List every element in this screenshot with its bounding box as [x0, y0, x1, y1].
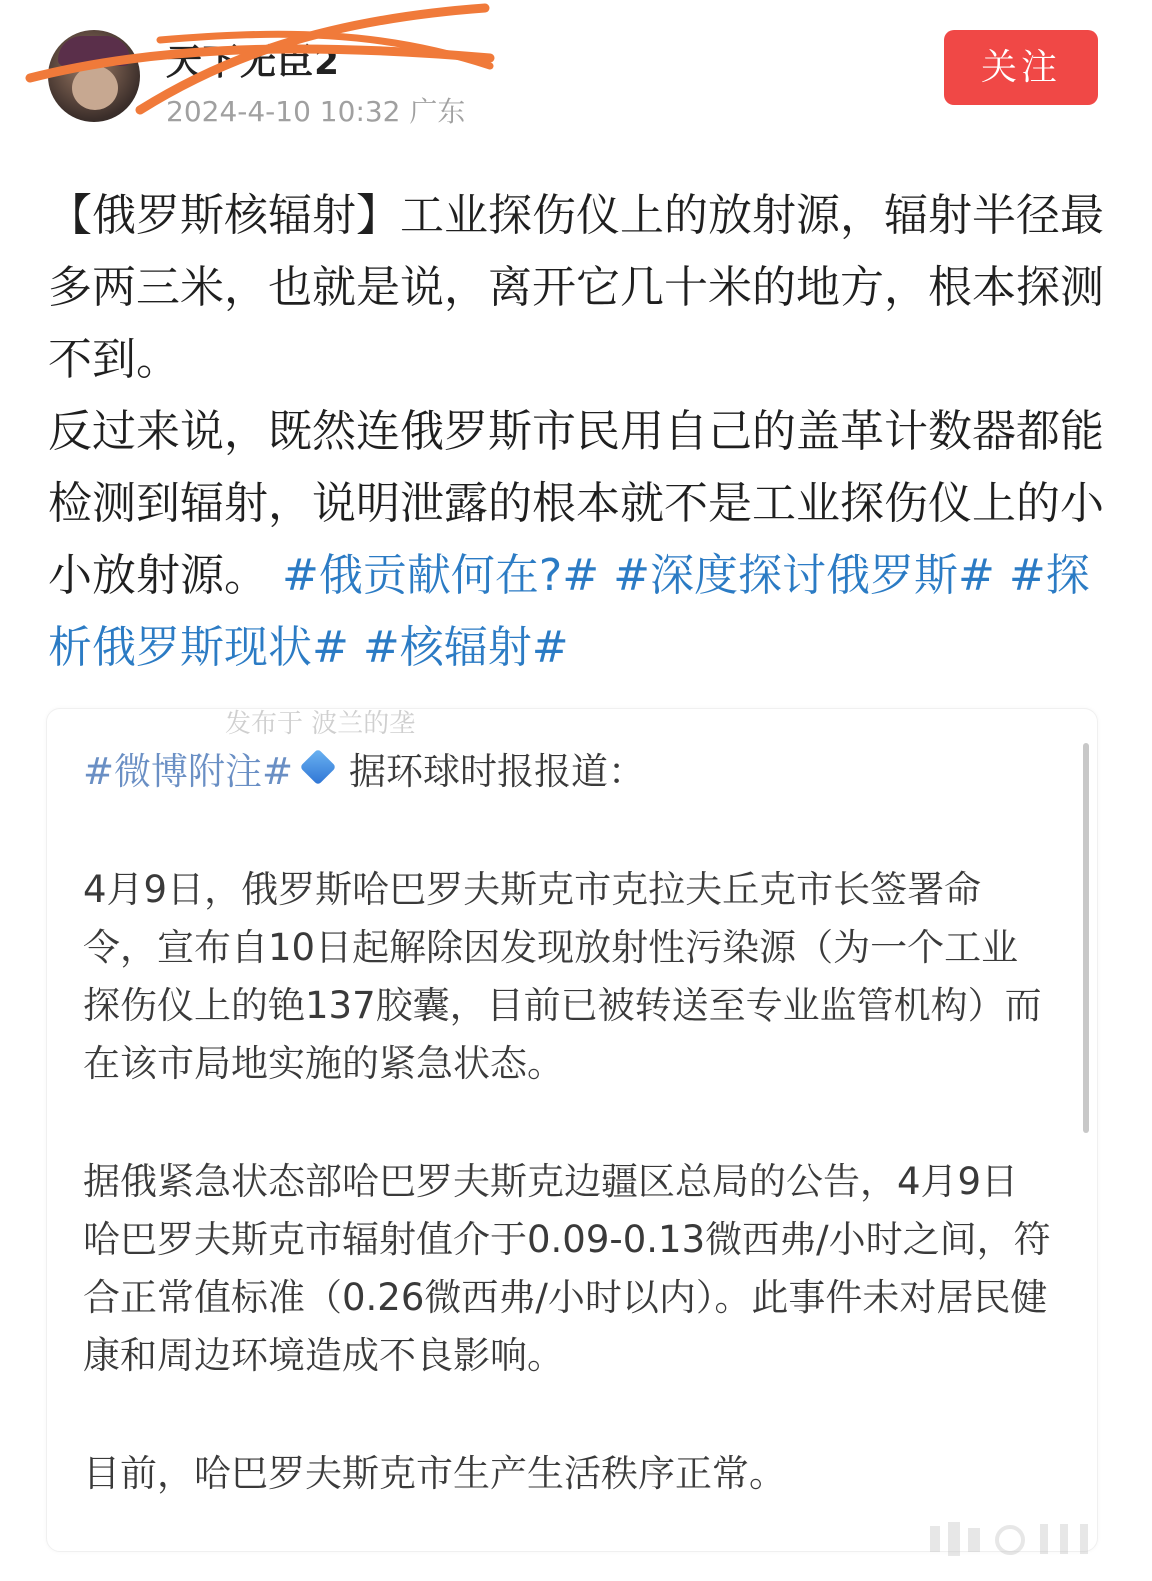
note-paragraph-3: 目前，哈巴罗夫斯克市生产生活秩序正常。 [83, 1452, 786, 1495]
post-meta [166, 90, 465, 130]
spacer [83, 1093, 1053, 1153]
user-avatar[interactable] [48, 30, 140, 122]
post-paragraph-2-text: 反过来说，既然连俄罗斯市民用自己的盖革计数器都能检测到辐射，说明泄露的根本就不是工业探伤仪上的小小放射源。 [48, 406, 1104, 601]
hashtag-link[interactable]: #核辐射# [362, 622, 569, 673]
note-header-line [83, 743, 1053, 801]
weibo-note-card[interactable] [46, 708, 1098, 1552]
blue-diamond-icon [300, 749, 337, 786]
post-text [48, 180, 1108, 684]
note-paragraph-2: 据俄紧急状态部哈巴罗夫斯克边疆区总局的公告，4月9日哈巴罗夫斯克市辐射值介于0.09-0.13微西弗/小时之间，符合正常值标准（0.26微西弗/小时以内）。此事件未对居民健康和周边环境造成不良影响。 [83, 1160, 1051, 1377]
note-content [83, 743, 1053, 1503]
avatar-face-shape [72, 66, 118, 110]
note-intro: 据环球时报报道： [349, 750, 646, 793]
scrollbar[interactable] [1083, 743, 1089, 1133]
post-paragraph-2 [48, 396, 1108, 684]
hashtag-link[interactable]: #深度探讨俄罗斯# [613, 550, 995, 601]
post-paragraph-1: 【俄罗斯核辐射】工业探伤仪上的放射源，辐射半径最多两三米，也就是说，离开它几十米的地方，根本探测不到。 [48, 190, 1104, 385]
avatar-hat-shape [58, 36, 130, 66]
post-header [0, 0, 1152, 150]
follow-button[interactable]: 关注 [944, 30, 1098, 105]
note-tag[interactable]: #微博附注# [83, 750, 294, 793]
note-paragraph-1: 4月9日，俄罗斯哈巴罗夫斯克市克拉夫丘克市长签署命令，宣布自10日起解除因发现放射性污染源（为一个工业探伤仪上的铯137胶囊，目前已被转送至专业监管机构）而在该市局地实施的紧急状态。 [83, 868, 1042, 1085]
spacer [83, 801, 1053, 861]
hashtag-link[interactable]: #探析俄罗斯现状# [48, 550, 1090, 673]
spacer [83, 1385, 1053, 1445]
post-location: 广东 [409, 95, 466, 128]
post-timestamp: 2024-4-10 10:32 [166, 95, 401, 128]
faded-cropped-text: 发布于 波兰的垄 [225, 709, 416, 739]
username[interactable]: 天下无臣2 [166, 42, 341, 83]
watermark-logo [920, 1514, 1120, 1564]
hashtag-link[interactable]: #俄贡献何在?# [282, 550, 600, 601]
